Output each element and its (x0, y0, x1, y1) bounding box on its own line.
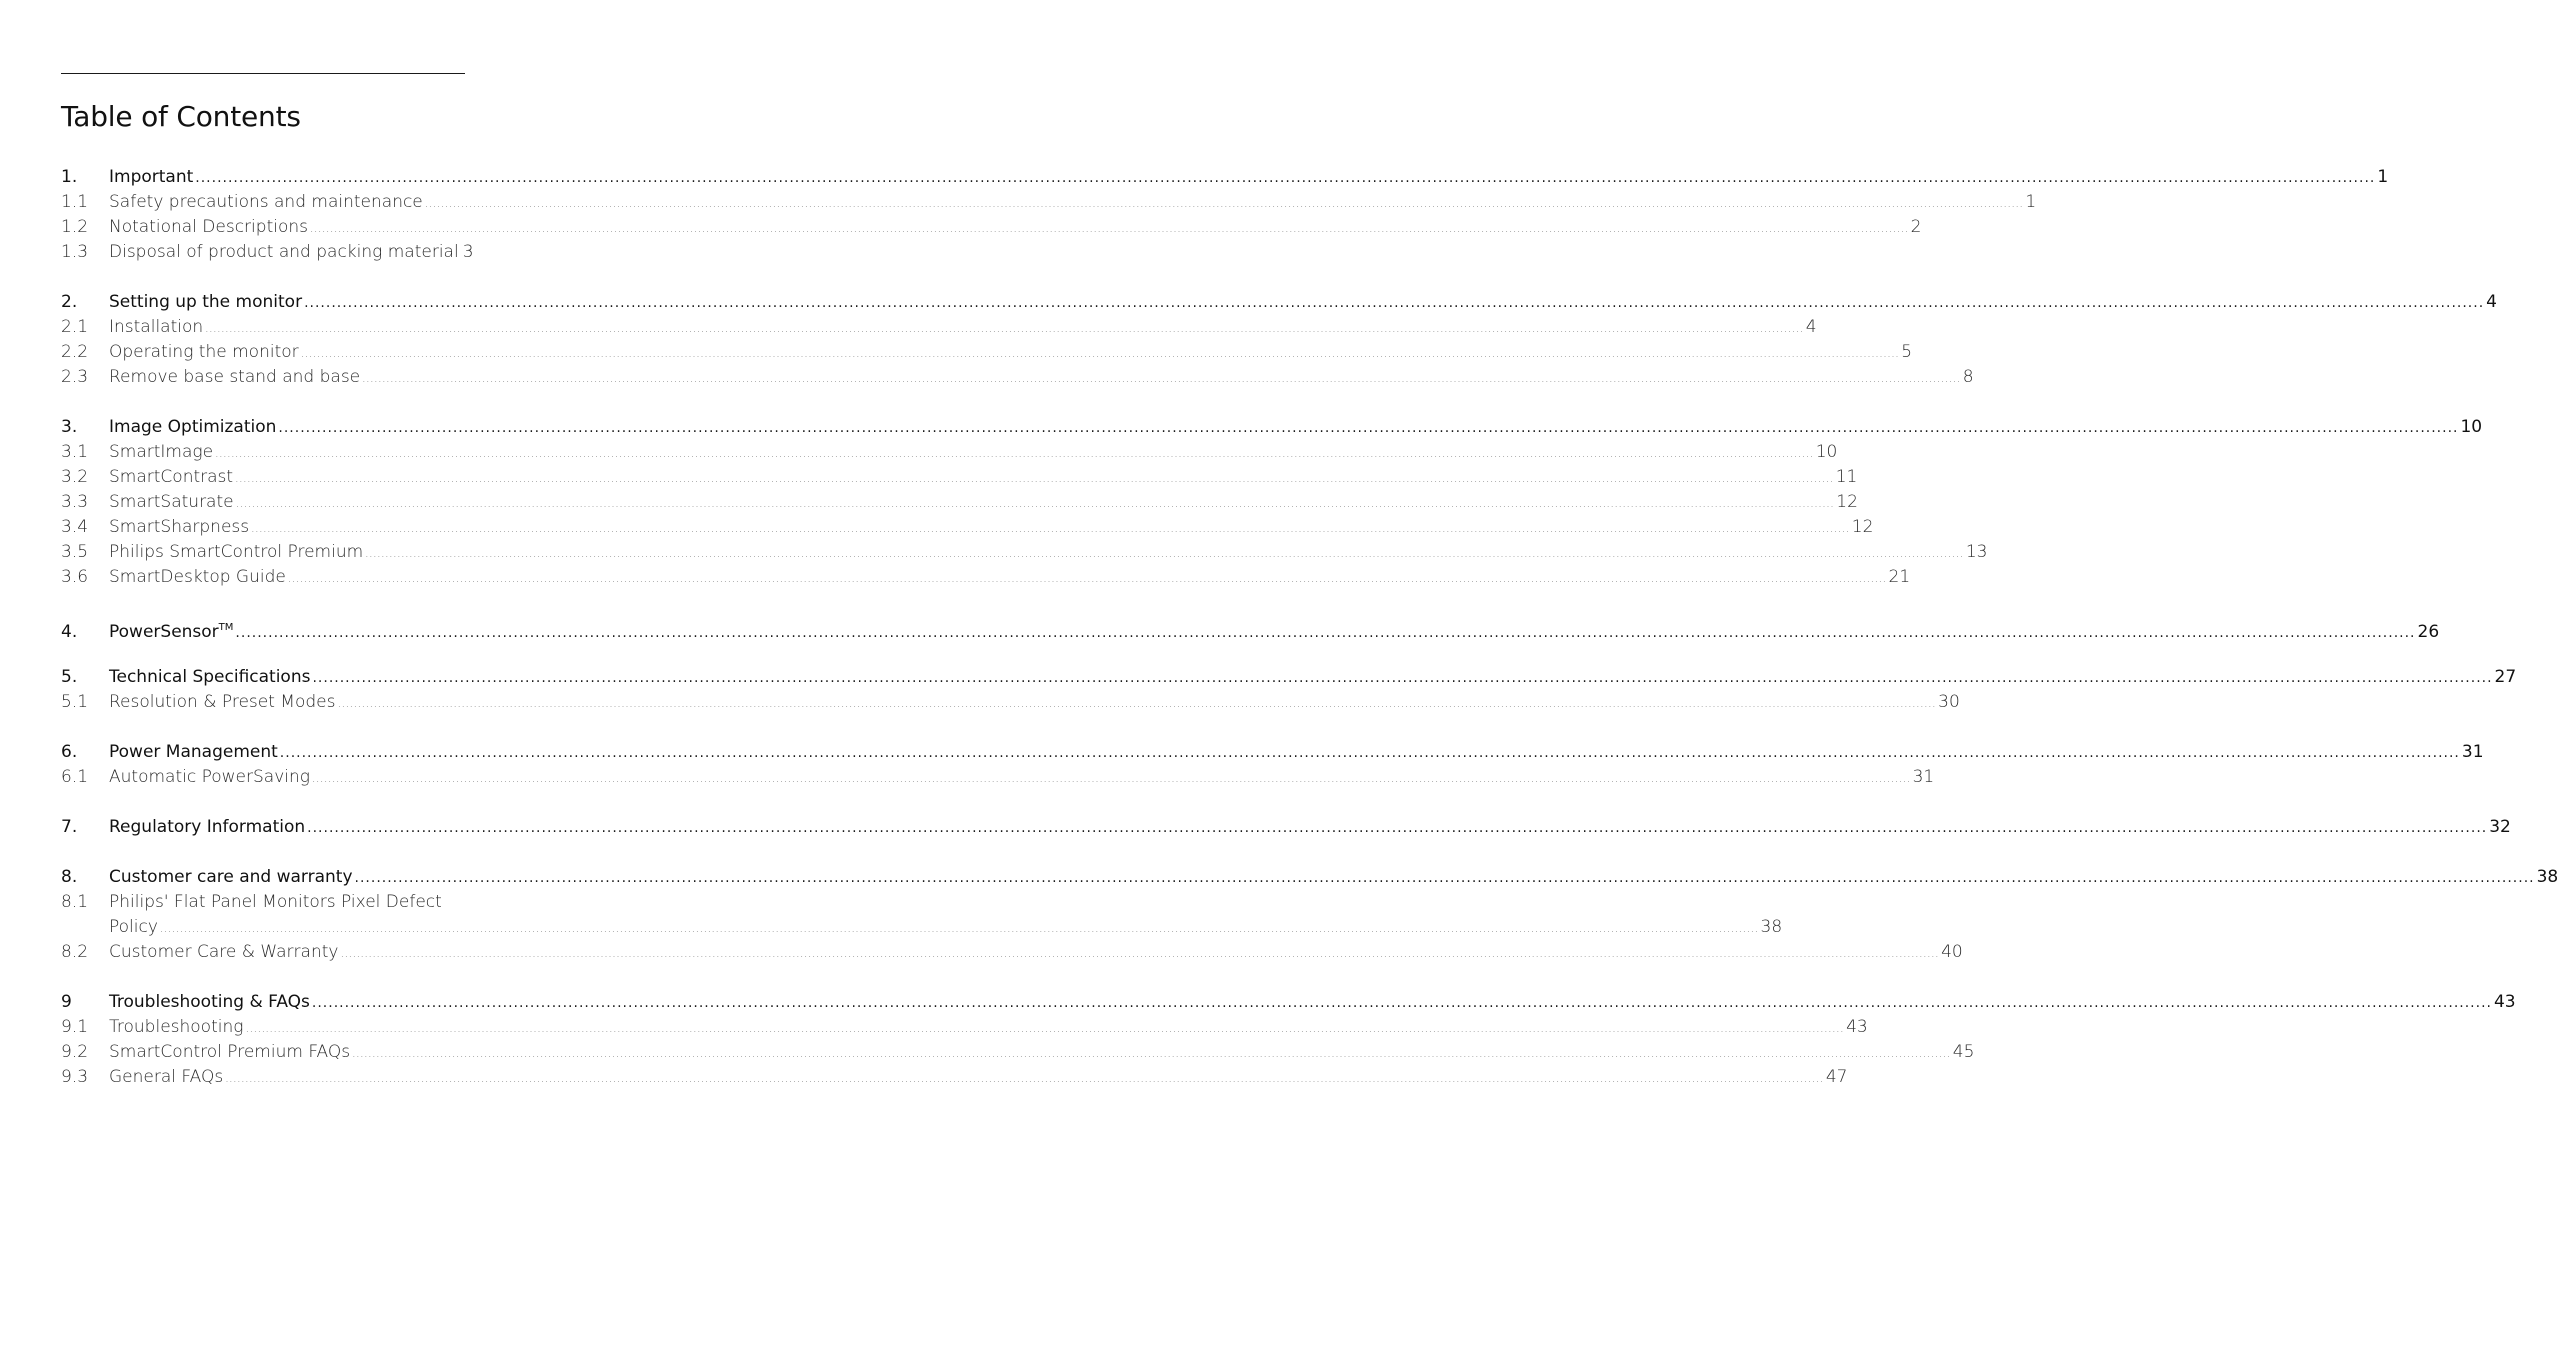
toc-section-entry[interactable] (61, 215, 1922, 240)
toc-entry-number: 3. (61, 417, 78, 437)
toc-entry-page: 10 (1815, 442, 1838, 462)
toc-entry-label (109, 540, 363, 565)
toc-entry-page: 13 (1965, 542, 1988, 562)
toc-entry-number: 4. (61, 622, 78, 642)
toc-entry-number: 3.2 (61, 467, 89, 487)
toc-entry-page: 47 (1825, 1067, 1848, 1087)
dot-leader: ................................................................................................................................................................................................................................................................................................................................................................................................................ (235, 625, 2416, 641)
toc-entry-label-text: Customer care and warranty (109, 867, 353, 887)
toc-entry-label (109, 865, 353, 890)
toc-entry-page: 1 (2377, 167, 2389, 187)
toc-entry-label (109, 815, 305, 840)
toc-section-entry[interactable] (61, 1015, 1868, 1040)
toc-entry-number: 9.1 (61, 1017, 89, 1037)
toc-entry-label-text: Operating the monitor (109, 342, 299, 362)
toc-section-entry[interactable] (61, 540, 1988, 565)
toc-entry-label (109, 765, 310, 790)
toc-entry-label-text: Image Optimization (109, 417, 277, 437)
toc-entry-page: 38 (1760, 917, 1783, 937)
toc-section-entry[interactable] (61, 565, 1911, 590)
dot-leader: ................................................................................................................................................................................................................................................................................................................................................................................................................ (365, 547, 1964, 560)
toc-entry-label-text: Philips SmartControl Premium (109, 542, 364, 562)
toc-entry-number: 1.2 (61, 217, 89, 237)
toc-entry-label (109, 940, 338, 965)
toc-entry-number: 8. (61, 867, 78, 887)
dot-leader: ................................................................................................................................................................................................................................................................................................................................................................................................................ (424, 197, 2024, 210)
dot-leader: ................................................................................................................................................................................................................................................................................................................................................................................................................ (362, 372, 1961, 385)
toc-chapter-entry[interactable] (61, 415, 2483, 440)
toc-entry-number: 5. (61, 667, 78, 687)
toc-section-entry[interactable] (61, 915, 1783, 940)
toc-entry-label-text: Safety precautions and maintenance (109, 192, 423, 212)
toc-entry-page: 32 (2489, 817, 2511, 837)
dot-leader: ................................................................................................................................................................................................................................................................................................................................................................................................................ (352, 1047, 1951, 1060)
toc-entry-page: 31 (1912, 767, 1935, 787)
toc-group (61, 865, 2558, 965)
toc-entry-label-text: Setting up the monitor (109, 292, 303, 312)
dot-leader: ................................................................................................................................................................................................................................................................................................................................................................................................................ (245, 1022, 1845, 1035)
dot-leader: ................................................................................................................................................................................................................................................................................................................................................................................................................ (195, 170, 2376, 186)
toc-entry-number: 2.3 (61, 367, 89, 387)
toc-entry-label (109, 890, 442, 915)
toc-group (61, 615, 2440, 642)
toc-entry-label (109, 615, 233, 645)
toc-section-entry[interactable] (61, 765, 1935, 790)
dot-leader: ................................................................................................................................................................................................................................................................................................................................................................................................................ (300, 347, 1900, 360)
dot-leader: ................................................................................................................................................................................................................................................................................................................................................................................................................ (235, 497, 1835, 510)
toc-group (61, 165, 2389, 265)
toc-entry-label-text: Disposal of product and packing material (109, 242, 459, 262)
dot-leader: ................................................................................................................................................................................................................................................................................................................................................................................................................ (311, 995, 2492, 1011)
trademark-superscript: TM (218, 622, 234, 633)
toc-section-entry[interactable] (61, 340, 1913, 365)
toc-section-entry[interactable] (61, 940, 1963, 965)
toc-entry-page: 40 (1941, 942, 1963, 962)
toc-section-entry[interactable] (61, 315, 1817, 340)
toc-entry-page: 1 (2025, 192, 2037, 212)
toc-entry-label (109, 240, 459, 265)
toc-entry-number: 8.1 (61, 892, 89, 912)
dot-leader: ................................................................................................................................................................................................................................................................................................................................................................................................................ (205, 322, 1804, 335)
toc-entry-page: 21 (1888, 567, 1911, 587)
toc-section-entry[interactable] (61, 1040, 1975, 1065)
dot-leader: ................................................................................................................................................................................................................................................................................................................................................................................................................ (354, 870, 2535, 886)
toc-entry-number: 7. (61, 817, 78, 837)
toc-entry-number: 2. (61, 292, 78, 312)
toc-entry-label (109, 290, 302, 315)
toc-entry-label (109, 515, 249, 540)
toc-chapter-entry[interactable] (61, 865, 2558, 890)
toc-entry-label-text: SmartSaturate (109, 492, 234, 512)
dot-leader: ................................................................................................................................................................................................................................................................................................................................................................................................................ (279, 745, 2460, 761)
toc-entry-label-text: Philips' Flat Panel Monitors Pixel Defect (109, 892, 442, 912)
toc-entry-number: 2.1 (61, 317, 89, 337)
toc-entry-page: 3 (462, 242, 474, 262)
toc-chapter-entry[interactable] (61, 615, 2440, 642)
toc-entry-label (109, 740, 278, 765)
table-of-contents (61, 165, 2558, 1115)
toc-group (61, 990, 2516, 1090)
dot-leader: ................................................................................................................................................................................................................................................................................................................................................................................................................ (235, 472, 1834, 485)
toc-entry-number: 9.3 (61, 1067, 89, 1087)
page-title: Table of Contents (61, 100, 301, 133)
toc-group (61, 740, 2484, 790)
toc-entry-label-text: Troubleshooting & FAQs (109, 992, 310, 1012)
toc-entry-number: 9 (61, 992, 72, 1012)
toc-section-entry[interactable] (61, 365, 1974, 390)
toc-entry-page: 31 (2461, 742, 2484, 762)
toc-entry-number: 1. (61, 167, 78, 187)
toc-entry-number: 1.3 (61, 242, 89, 262)
toc-entry-label-text: Troubleshooting (109, 1017, 244, 1037)
toc-entry-label-text: Resolution & Preset Modes (109, 692, 336, 712)
toc-section-entry[interactable] (61, 190, 2037, 215)
dot-leader: ................................................................................................................................................................................................................................................................................................................................................................................................................ (337, 697, 1937, 710)
toc-chapter-entry[interactable] (61, 990, 2516, 1015)
dot-leader: ................................................................................................................................................................................................................................................................................................................................................................................................................ (310, 222, 1909, 235)
toc-section-entry[interactable] (61, 240, 473, 265)
toc-section-entry[interactable] (61, 440, 1838, 465)
toc-entry-label (109, 1015, 243, 1040)
toc-entry-page: 5 (1901, 342, 1913, 362)
toc-entry-label (109, 490, 234, 515)
toc-entry-page: 4 (1805, 317, 1817, 337)
toc-entry-label-text: Policy (109, 917, 158, 937)
toc-entry-label-text: Remove base stand and base (109, 367, 361, 387)
toc-entry-number: 3.6 (61, 567, 89, 587)
toc-chapter-entry[interactable] (61, 165, 2389, 190)
toc-entry-label (109, 440, 213, 465)
toc-entry-label (109, 165, 193, 190)
toc-section-entry[interactable] (61, 690, 1960, 715)
toc-chapter-entry[interactable] (61, 665, 2517, 690)
dot-leader: ................................................................................................................................................................................................................................................................................................................................................................................................................ (307, 820, 2488, 836)
toc-entry-label (109, 365, 360, 390)
toc-entry-label-text: Customer Care & Warranty (109, 942, 339, 962)
toc-entry-label (109, 1040, 350, 1065)
dot-leader: ................................................................................................................................................................................................................................................................................................................................................................................................................ (251, 522, 1850, 535)
dot-leader: ................................................................................................................................................................................................................................................................................................................................................................................................................ (287, 572, 1887, 585)
toc-entry-label-text: Automatic PowerSaving (109, 767, 310, 787)
dot-leader: ................................................................................................................................................................................................................................................................................................................................................................................................................ (225, 1072, 1824, 1085)
toc-entry-page: 11 (1835, 467, 1858, 487)
toc-entry-label (109, 915, 158, 940)
dot-leader: ................................................................................................................................................................................................................................................................................................................................................................................................................ (159, 922, 1759, 935)
toc-entry-label-text: General FAQs (109, 1067, 224, 1087)
toc-entry-page: 43 (1846, 1017, 1868, 1037)
toc-entry-number: 2.2 (61, 342, 89, 362)
toc-entry-page: 10 (2460, 417, 2483, 437)
toc-group (61, 665, 2517, 715)
toc-entry-page: 38 (2536, 867, 2558, 887)
toc-entry-number: 8.2 (61, 942, 89, 962)
toc-entry-number: 1.1 (61, 192, 89, 212)
toc-entry-label-text: Power Management (109, 742, 278, 762)
toc-entry-label (109, 465, 233, 490)
toc-entry-label-text: SmartImage (109, 442, 214, 462)
toc-entry-label (109, 315, 203, 340)
toc-entry-label (109, 190, 423, 215)
dot-leader: ................................................................................................................................................................................................................................................................................................................................................................................................................ (311, 772, 1911, 785)
toc-entry-number: 6. (61, 742, 78, 762)
toc-entry-label (109, 665, 310, 690)
toc-group (61, 815, 2511, 840)
toc-section-entry[interactable] (61, 465, 1858, 490)
toc-entry-label-text: SmartContrast (109, 467, 234, 487)
toc-entry-number: 3.1 (61, 442, 89, 462)
toc-entry-label-text: Important (109, 167, 194, 187)
toc-entry-page: 26 (2417, 622, 2440, 642)
toc-entry-number: 5.1 (61, 692, 89, 712)
toc-chapter-entry[interactable] (61, 290, 2497, 315)
toc-chapter-entry[interactable] (61, 815, 2511, 840)
toc-entry-label-text: Installation (109, 317, 204, 337)
toc-entry-label-text: SmartSharpness (109, 517, 250, 537)
toc-entry-page: 45 (1952, 1042, 1975, 1062)
dot-leader: ................................................................................................................................................................................................................................................................................................................................................................................................................ (278, 420, 2459, 436)
toc-entry-label-text: SmartControl Premium FAQs (109, 1042, 351, 1062)
toc-entry-label (109, 565, 286, 590)
toc-entry-number: 9.2 (61, 1042, 89, 1062)
toc-section-entry[interactable] (61, 490, 1858, 515)
toc-section-entry[interactable] (61, 1065, 1848, 1090)
toc-chapter-entry[interactable] (61, 740, 2484, 765)
dot-leader: ................................................................................................................................................................................................................................................................................................................................................................................................................ (340, 947, 1940, 960)
toc-entry-label-text: PowerSensor (109, 622, 219, 642)
toc-section-entry[interactable] (61, 890, 473, 915)
toc-entry-label-text: SmartDesktop Guide (109, 567, 286, 587)
toc-entry-page: 12 (1836, 492, 1858, 512)
toc-entry-label (109, 1065, 223, 1090)
toc-group (61, 415, 2483, 590)
toc-entry-label (109, 690, 335, 715)
toc-group (61, 290, 2497, 390)
toc-entry-number: 6.1 (61, 767, 89, 787)
dot-leader: ................................................................................................................................................................................................................................................................................................................................................................................................................ (304, 295, 2485, 311)
toc-entry-label-text: Notational Descriptions (109, 217, 308, 237)
toc-entry-label (109, 990, 310, 1015)
toc-section-entry[interactable] (61, 515, 1874, 540)
toc-entry-page: 2 (1910, 217, 1922, 237)
toc-entry-page: 43 (2493, 992, 2516, 1012)
toc-entry-page: 30 (1938, 692, 1960, 712)
dot-leader: ................................................................................................................................................................................................................................................................................................................................................................................................................ (215, 447, 1814, 460)
top-rule (61, 73, 465, 74)
toc-entry-page: 4 (2486, 292, 2497, 312)
toc-entry-page: 27 (2494, 667, 2517, 687)
toc-entry-page: 12 (1851, 517, 1874, 537)
toc-entry-label-text: Technical Specifications (109, 667, 311, 687)
toc-entry-number: 3.3 (61, 492, 89, 512)
toc-entry-number: 3.4 (61, 517, 89, 537)
dot-leader: ................................................................................................................................................................................................................................................................................................................................................................................................................ (312, 670, 2493, 686)
toc-entry-label (109, 415, 276, 440)
toc-entry-label (109, 340, 299, 365)
toc-entry-label-text: Regulatory Information (109, 817, 306, 837)
toc-entry-label (109, 215, 308, 240)
toc-entry-number: 3.5 (61, 542, 89, 562)
toc-entry-page: 8 (1962, 367, 1974, 387)
